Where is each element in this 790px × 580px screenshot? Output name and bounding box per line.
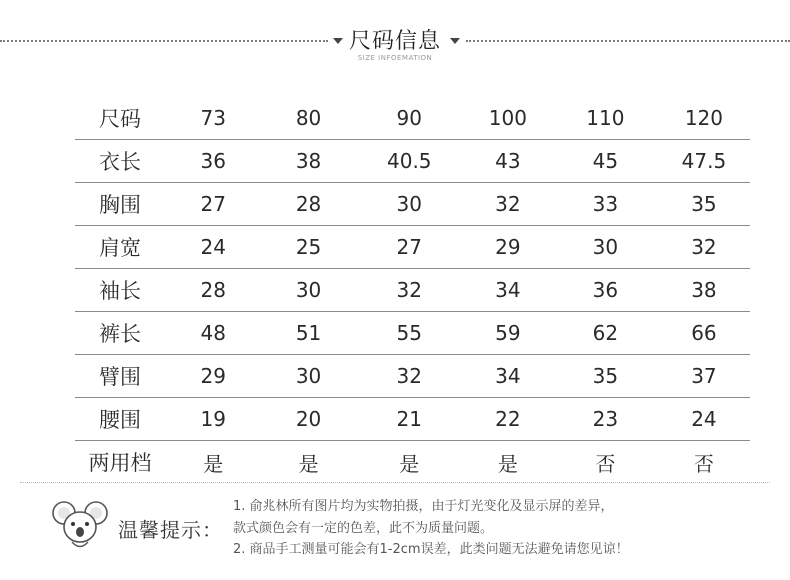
table-cell: 是 — [298, 451, 319, 476]
table-cell: 36 — [165, 140, 261, 183]
table-cell: 51 — [261, 312, 355, 355]
table-cell: 29 — [463, 226, 553, 269]
table-row — [75, 398, 750, 441]
size-table — [75, 97, 750, 483]
table-cell: 30 — [261, 269, 355, 312]
row-label: 肩宽 — [75, 226, 165, 269]
table-cell: 30 — [356, 183, 463, 226]
table-cell: 28 — [165, 269, 261, 312]
table-row — [75, 183, 750, 226]
table-cell: 43 — [463, 140, 553, 183]
table-row — [75, 226, 750, 269]
table-cell: 30 — [261, 355, 355, 398]
note-line: 2. 商品手工测量可能会有1-2cm误差，此类问题无法避免请您见谅！ — [233, 542, 629, 557]
table-cell: 47.5 — [658, 140, 750, 183]
table-cell: 22 — [463, 398, 553, 441]
table-row — [75, 97, 750, 140]
table-cell: 35 — [658, 183, 750, 226]
dotted-divider-right — [466, 40, 790, 42]
table-cell: 是 — [497, 451, 518, 476]
row-label: 衣长 — [75, 140, 165, 183]
table-cell: 否 — [693, 451, 714, 476]
table-cell: 34 — [463, 355, 553, 398]
table-row — [75, 312, 750, 355]
table-cell: 20 — [261, 398, 355, 441]
table-cell: 24 — [165, 226, 261, 269]
table-cell: 48 — [165, 312, 261, 355]
table-cell: 35 — [553, 355, 658, 398]
table-cell: 40.5 — [356, 140, 463, 183]
table-cell: 21 — [356, 398, 463, 441]
table-cell: 37 — [658, 355, 750, 398]
table-row — [75, 355, 750, 398]
table-cell: 110 — [553, 97, 658, 140]
table-row — [75, 140, 750, 183]
table-cell: 27 — [165, 183, 261, 226]
table-cell: 66 — [658, 312, 750, 355]
row-label: 裤长 — [75, 312, 165, 355]
table-cell: 24 — [658, 398, 750, 441]
dotted-divider-left — [0, 40, 328, 42]
table-cell: 55 — [356, 312, 463, 355]
row-label: 胸围 — [75, 183, 165, 226]
table-cell: 25 — [261, 226, 355, 269]
section-subtitle: SIZE INFOEMATION — [357, 54, 433, 62]
row-label: 袖长 — [75, 269, 165, 312]
table-cell: 23 — [553, 398, 658, 441]
table-cell: 34 — [463, 269, 553, 312]
section-title: 尺码信息 — [348, 29, 441, 54]
row-label: 两用档 — [88, 451, 152, 475]
table-row — [75, 441, 750, 484]
row-label: 臂围 — [75, 355, 165, 398]
row-label: 尺码 — [75, 97, 165, 140]
table-cell: 32 — [463, 183, 553, 226]
table-cell: 32 — [356, 269, 463, 312]
table-cell: 73 — [165, 97, 261, 140]
table-cell: 32 — [658, 226, 750, 269]
table-cell: 120 — [658, 97, 750, 140]
table-cell: 30 — [553, 226, 658, 269]
table-cell: 28 — [261, 183, 355, 226]
table-cell: 32 — [356, 355, 463, 398]
table-cell: 38 — [658, 269, 750, 312]
footer-divider — [20, 482, 770, 483]
table-cell: 62 — [553, 312, 658, 355]
table-cell: 36 — [553, 269, 658, 312]
note-line: 1. 俞兆林所有图片均为实物拍摄，由于灯光变化及显示屏的差异， — [233, 499, 614, 514]
notes-list — [233, 496, 629, 561]
table-row — [75, 269, 750, 312]
notice-title: 温馨提示： — [118, 518, 223, 542]
table-cell: 29 — [165, 355, 261, 398]
table-cell: 27 — [356, 226, 463, 269]
table-cell: 否 — [595, 451, 616, 476]
table-cell: 33 — [553, 183, 658, 226]
triangle-left-icon — [333, 38, 343, 44]
table-cell: 38 — [261, 140, 355, 183]
row-label: 腰围 — [75, 398, 165, 441]
table-cell: 45 — [553, 140, 658, 183]
table-cell: 80 — [261, 97, 355, 140]
table-cell: 100 — [463, 97, 553, 140]
section-header — [0, 0, 790, 70]
table-cell: 90 — [356, 97, 463, 140]
triangle-right-icon — [450, 38, 460, 44]
koala-icon — [50, 497, 110, 553]
table-cell: 是 — [399, 451, 420, 476]
table-cell: 59 — [463, 312, 553, 355]
note-line: 款式颜色会有一定的色差，此不为质量问题。 — [233, 520, 494, 536]
table-cell: 19 — [165, 398, 261, 441]
table-cell: 是 — [203, 451, 224, 476]
